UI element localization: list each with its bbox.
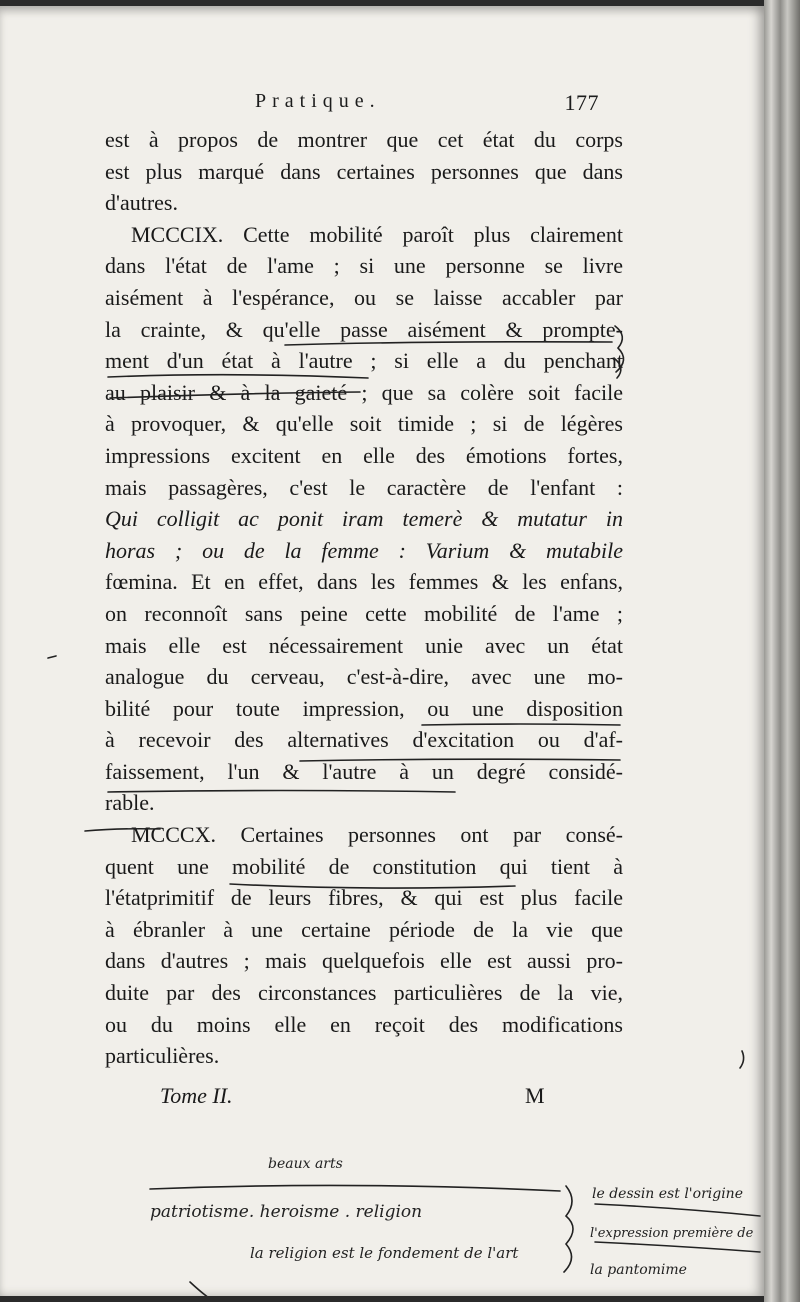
text-line: la crainte, & qu'elle passe aisément & prompte- bbox=[105, 316, 623, 342]
text-line: dans l'état de l'ame ; si une personne se livre bbox=[105, 253, 623, 279]
latin-quote-line: Qui colligit ac ponit iram temerè & mutatur in bbox=[105, 506, 623, 532]
text-line: analogue du cerveau, c'est-à-dire, avec une mo- bbox=[105, 664, 623, 690]
margin-mark bbox=[740, 1051, 744, 1068]
handwritten-underline bbox=[595, 1204, 760, 1216]
text-line: dans d'autres ; mais quelquefois elle est aussi pro- bbox=[105, 948, 623, 974]
text-line: mais elle est nécessairement unie avec un état bbox=[105, 632, 623, 658]
book-page bbox=[0, 6, 764, 1296]
running-title: Pratique. bbox=[255, 90, 381, 112]
text-line: mais passagères, c'est le caractère de l'enfant : bbox=[105, 474, 623, 500]
latin-quote-line: horas ; ou de la femme : Varium & mutabile bbox=[105, 537, 623, 563]
signature-mark: M bbox=[525, 1083, 545, 1108]
text-line: aisément à l'espérance, ou se laisse accabler par bbox=[105, 284, 623, 310]
handwritten-note-above: beaux arts bbox=[268, 1156, 343, 1172]
handwritten-brace bbox=[564, 1186, 573, 1272]
paragraph-start-MCCCIX: MCCCIX. Cette mobilité paroît plus clairement bbox=[131, 221, 623, 247]
handwritten-note-right1: le dessin est l'origine bbox=[592, 1186, 743, 1202]
page-footer bbox=[160, 1083, 560, 1109]
handwritten-note-right3: la pantomime bbox=[590, 1262, 687, 1278]
handwritten-note-right2: l'expression première de bbox=[590, 1226, 754, 1241]
text-line: est à propos de montrer que cet état du corps bbox=[105, 127, 623, 152]
handwritten-underline bbox=[150, 1185, 560, 1191]
text-line: l'étatprimitif de leurs fibres, & qui est plus facile bbox=[105, 885, 623, 911]
text-line: à provoquer, & qu'elle soit timide ; si de légères bbox=[105, 411, 623, 437]
text-line: rable. bbox=[105, 790, 155, 816]
text-line: impressions excitent en elle des émotions fortes, bbox=[105, 442, 623, 468]
page-number: 177 bbox=[564, 90, 599, 115]
text-line: on reconnoît sans peine cette mobilité de l'ame ; bbox=[105, 600, 623, 626]
text-line: d'autres. bbox=[105, 190, 178, 216]
handwritten-note-line1: patriotisme. heroisme . religion bbox=[150, 1202, 423, 1222]
text-line: ou du moins elle en reçoit des modifications bbox=[105, 1011, 623, 1037]
text-line: fœmina. Et en effet, dans les femmes & les enfans, bbox=[105, 569, 623, 595]
text-block bbox=[105, 124, 623, 1072]
text-line: est plus marqué dans certaines personnes que dans bbox=[105, 158, 623, 184]
text-line: duite par des circonstances particulières de la vie, bbox=[105, 980, 623, 1006]
text-line: au plaisir & à la gaieté ; que sa colère soit facile bbox=[105, 379, 623, 405]
text-line: faissement, l'un & l'autre à un degré considé- bbox=[105, 758, 623, 784]
text-line: ment d'un état à l'autre ; si elle a du penchant bbox=[105, 348, 623, 374]
text-line: quent une mobilité de constitution qui tient à bbox=[105, 853, 623, 879]
text-line: à ébranler à une certaine période de la vie que bbox=[105, 916, 623, 942]
volume-label: Tome II. bbox=[160, 1083, 233, 1108]
text-line: à recevoir des alternatives d'excitation ou d'af- bbox=[105, 727, 623, 753]
paragraph-start-MCCCX: MCCCX. Certaines personnes ont par consé- bbox=[131, 822, 623, 848]
book-spine-edge bbox=[764, 0, 800, 1302]
text-line: bilité pour toute impression, ou une disposition bbox=[105, 695, 623, 721]
text-line: particulières. bbox=[105, 1043, 220, 1069]
pen-stroke bbox=[190, 1282, 215, 1296]
handwritten-note-line2: la religion est le fondement de l'art bbox=[250, 1244, 519, 1262]
handwritten-underline bbox=[595, 1242, 760, 1252]
margin-mark bbox=[48, 656, 56, 658]
